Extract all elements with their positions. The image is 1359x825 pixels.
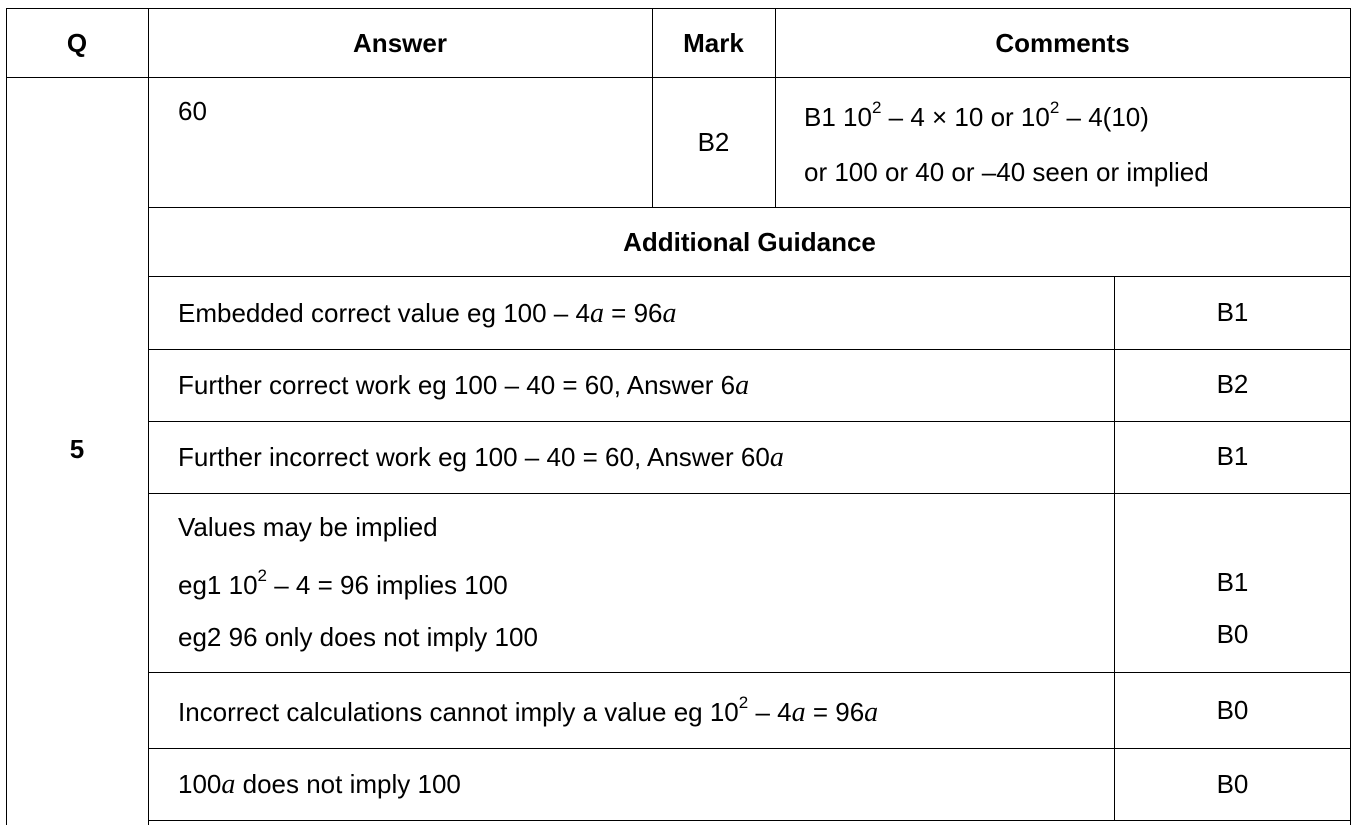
guidance-row-2-text: Further correct work eg 100 – 40 = 60, Answer 6a [178, 370, 750, 401]
guidance-row-4-line-1: Values may be implied [178, 512, 438, 542]
guidance-row-4-line-2: eg1 $10^2 - 4 = 96$ implies 100 [178, 566, 508, 600]
question-number: 5 [69, 434, 85, 464]
header-mark: Mark [683, 28, 744, 58]
comment-line-2: or 100 or 40 or –40 seen or implied [804, 157, 1209, 187]
answer-mark: B2 [697, 127, 730, 157]
guidance-row-3-text: Further incorrect work eg 100 – 40 = 60, Answer 60a [178, 442, 784, 473]
header-answer: Answer [353, 28, 447, 58]
guidance-row-1-mark: B1 [1216, 297, 1249, 327]
guidance-row-2-mark: B2 [1216, 369, 1249, 399]
header-q: Q [66, 28, 88, 58]
guidance-row-6-mark: B0 [1216, 769, 1249, 799]
guidance-row-3-mark: B1 [1216, 441, 1249, 471]
comment-line-1: B1 $10^2 - 4 \times 10$ or $10^2 - 4(10)$ [804, 98, 1149, 132]
guidance-row-5-text: Incorrect calculations cannot imply a value eg $10^2 - 4a = 96a$ [178, 693, 879, 728]
guidance-row-5-mark: B0 [1216, 695, 1249, 725]
guidance-row-4-line-3: eg2 96 only does not imply 100 [178, 622, 538, 652]
guidance-title: Additional Guidance [623, 227, 876, 257]
guidance-row-6-text: 100a does not imply 100 [178, 769, 461, 800]
header-comments: Comments [995, 28, 1130, 58]
guidance-row-4-mark-1: B1 [1216, 567, 1249, 597]
guidance-row-4-mark-2: B0 [1216, 619, 1249, 649]
guidance-row-1-text: Embedded correct value eg 100 – 4a = 96a [178, 298, 677, 329]
answer-value: 60 [178, 96, 207, 126]
